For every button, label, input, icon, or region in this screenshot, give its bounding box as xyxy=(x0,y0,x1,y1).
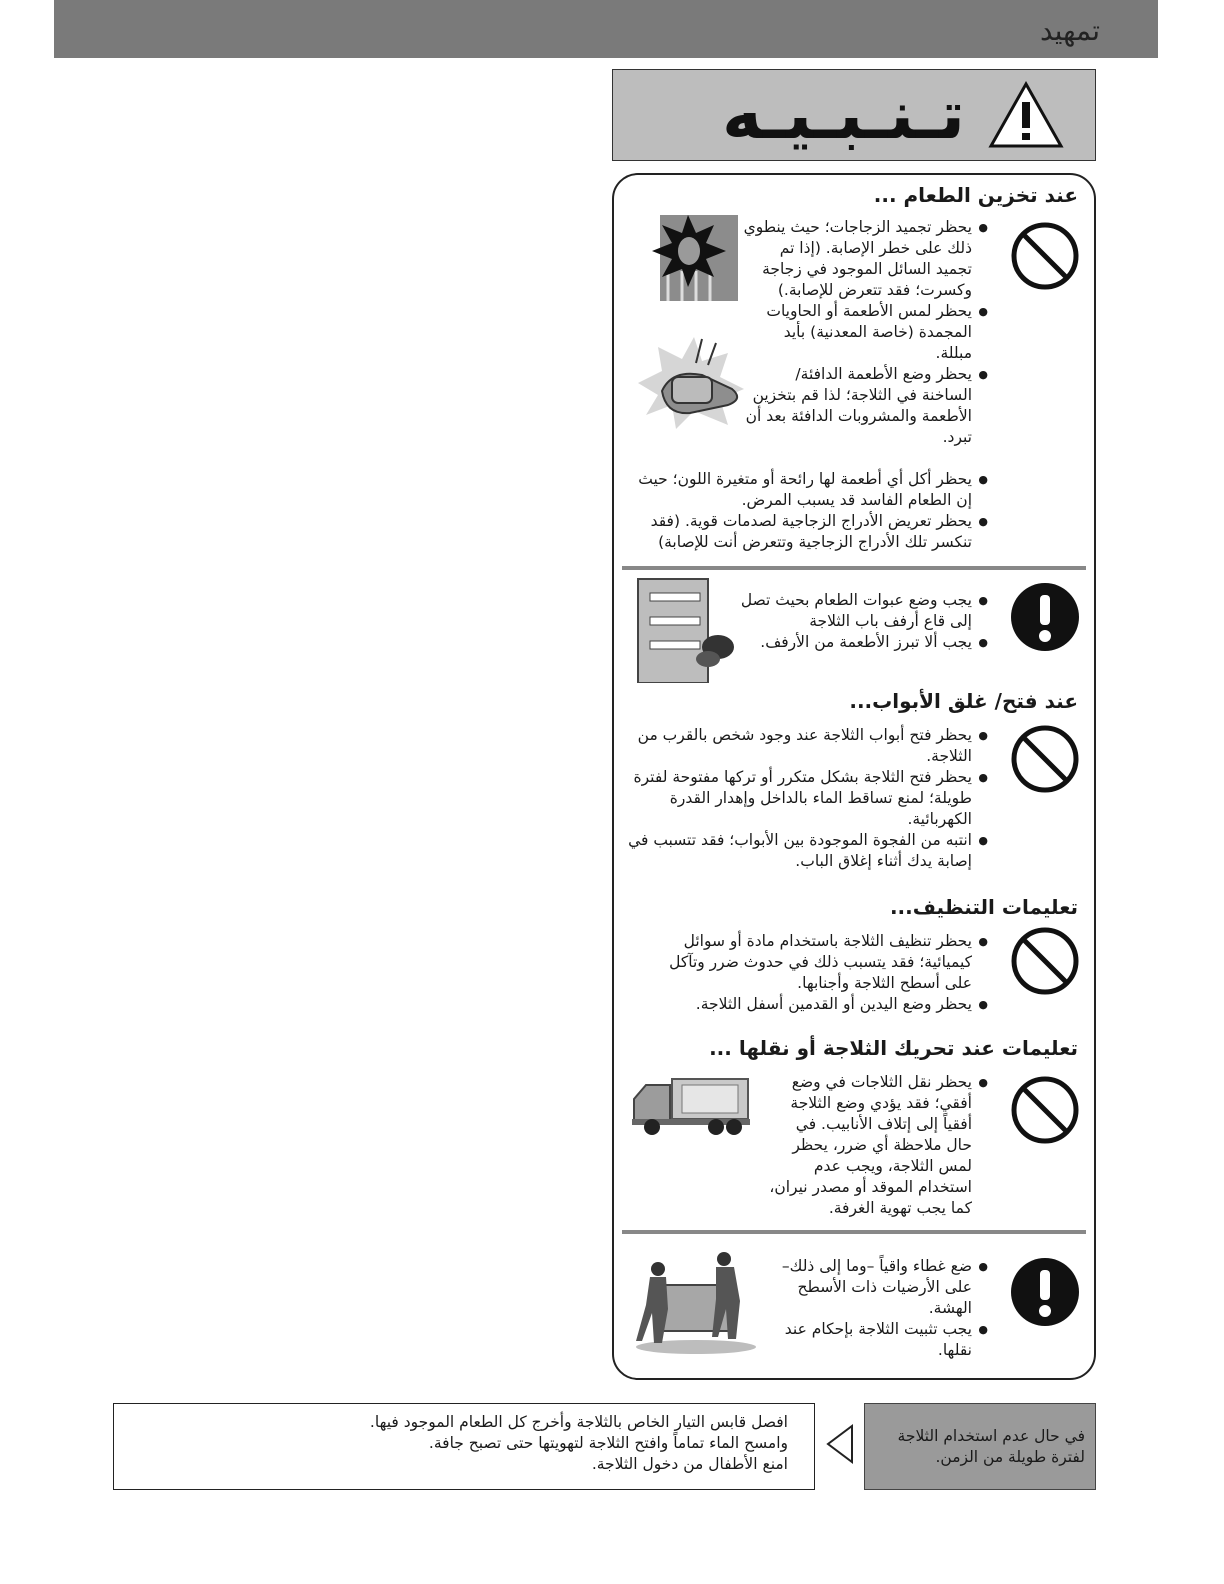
doors-list xyxy=(628,725,988,872)
pointer-triangle-icon xyxy=(826,1424,854,1464)
food-item: ● يحظر لمس الأطعمة أو الحاويات المجمدة (خاصة المعدنية) بأيد مبللة. xyxy=(743,301,988,364)
moving-mandatory-item: ● يجب تثبيت الثلاجة بإحكام عند نقلها. xyxy=(763,1319,988,1361)
wet-hands-illustration xyxy=(632,333,758,433)
doors-item: ● انتبه من الفجوة الموجودة بين الأبواب؛ فقد تتسبب في إصابة يدك أثناء إغلاق الباب. xyxy=(628,830,988,872)
prohibited-icon xyxy=(1010,724,1080,794)
instruction-line: امنع الأطفال من دخول الثلاجة. xyxy=(591,1455,788,1473)
moving-mandatory-list xyxy=(763,1256,988,1361)
instruction-line: افصل قابس التيار الخاص بالثلاجة وأخرج كل الطعام الموجود فيها. xyxy=(369,1413,788,1431)
caution-banner xyxy=(612,69,1096,161)
section-divider xyxy=(622,566,1086,570)
food-mandatory-item: ● يجب ألا تبرز الأطعمة من الأرفف. xyxy=(738,632,988,653)
food-mandatory-list xyxy=(738,590,988,653)
food-item: ● يحظر أكل أي أطعمة لها رائحة أو متغيرة اللون؛ حيث إن الطعام الفاسد قد يسبب المرض. xyxy=(628,469,988,511)
prohibited-icon xyxy=(1010,1075,1080,1145)
mandatory-icon xyxy=(1010,1257,1080,1327)
food-mandatory-item: ● يجب وضع عبوات الطعام بحيث تصل إلى قاع أرفف باب الثلاجة xyxy=(738,590,988,632)
food-item: ● يحظر تعريض الأدراج الزجاجية لصدمات قوية. (فقد تنكسر تلك الأدراج الزجاجية وتتعرض أنت للإصابة) xyxy=(628,511,988,553)
cleaning-item: ● يحظر تنظيف الثلاجة باستخدام مادة أو سوائل كيميائية؛ فقد يتسبب ذلك في حدوث ضرر وتآكل على أسطح الثلاجة وأجنابها. xyxy=(648,931,988,994)
precautions-panel xyxy=(612,173,1096,1380)
long-term-nonuse-label: في حال عدم استخدام الثلاجة لفترة طويلة من الزمن. xyxy=(864,1403,1096,1490)
warning-triangle-icon xyxy=(987,80,1065,150)
instruction-line: وامسح الماء تماماً وافتح الثلاجة لتهويتها حتى تصبح جافة. xyxy=(428,1434,788,1452)
moving-item: ● يحظر نقل الثلاجات في وضع أفقي؛ فقد يؤدي وضع الثلاجة أفقياً إلى إتلاف الأنابيب. في حال ملاحظة أي ضرر، يحظر لمس الثلاجة، ويجب عدم استخدام الموقد أو مصدر نيران، كما يجب تهوية الغرفة. xyxy=(766,1072,988,1219)
prohibited-icon xyxy=(1010,221,1080,291)
door-shelf-illustration xyxy=(634,577,744,683)
storage-instructions-box xyxy=(113,1403,815,1490)
doors-item: ● يحظر فتح الثلاجة بشكل متكرر أو تركها مفتوحة لفترة طويلة؛ لمنع تساقط الماء بالداخل وإهدار القدرة الكهربائية. xyxy=(628,767,988,830)
prohibited-icon xyxy=(1010,926,1080,996)
cleaning-list xyxy=(648,931,988,1015)
carrying-fridge-illustration xyxy=(632,1249,756,1355)
food-section-title: عند تخزين الطعام ... xyxy=(873,183,1078,207)
section-divider xyxy=(622,1230,1086,1234)
cleaning-item: ● يحظر وضع اليدين أو القدمين أسفل الثلاجة. xyxy=(648,994,988,1015)
header-bar xyxy=(54,0,1158,58)
doors-item: ● يحظر فتح أبواب الثلاجة عند وجود شخص بالقرب من الثلاجة. xyxy=(628,725,988,767)
cleaning-section-title: تعليمات التنظيف... xyxy=(889,895,1078,919)
frozen-bottle-illustration xyxy=(648,211,740,303)
mandatory-icon xyxy=(1010,582,1080,652)
food-item: ● يحظر تجميد الزجاجات؛ حيث ينطوي ذلك على خطر الإصابة. (إذا تم تجميد السائل الموجود في زجاجة وكسرت؛ فقد تتعرض للإصابة.) xyxy=(743,217,988,301)
moving-prohibited-list xyxy=(766,1072,988,1219)
truck-illustration xyxy=(630,1075,752,1139)
food-prohibited-list-a xyxy=(743,217,988,448)
food-prohibited-list-b xyxy=(628,469,988,553)
moving-mandatory-item: ● ضع غطاء واقياً –وما إلى ذلك– على الأرضيات ذات الأسطح الهشة. xyxy=(763,1256,988,1319)
food-item: ● يحظر وضع الأطعمة الدافئة/ الساخنة في الثلاجة؛ لذا قم بتخزين الأطعمة والمشروبات الدافئة بعد أن تبرد. xyxy=(743,364,988,448)
doors-section-title: عند فتح/ غلق الأبواب... xyxy=(849,689,1078,713)
banner-title: تـنـبـيـه xyxy=(721,76,965,155)
header-title: تمهيد xyxy=(1039,14,1100,47)
moving-section-title: تعليمات عند تحريك الثلاجة أو نقلها ... xyxy=(709,1036,1078,1060)
